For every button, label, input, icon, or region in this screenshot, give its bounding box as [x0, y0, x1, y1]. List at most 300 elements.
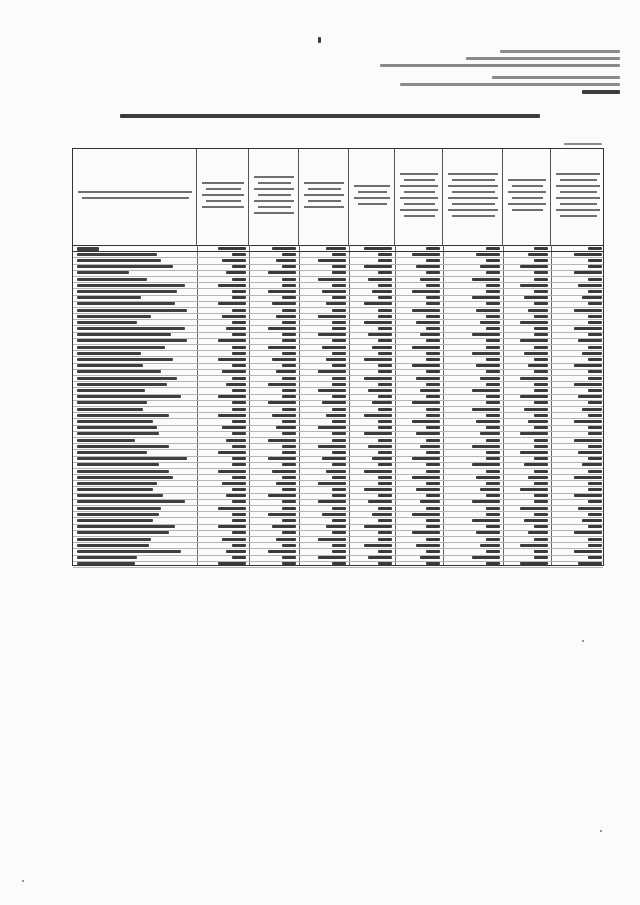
- municipality-name: [77, 426, 157, 429]
- units-label: [560, 140, 602, 148]
- numeric-value: [218, 302, 246, 305]
- numeric-value: [232, 445, 246, 448]
- numeric-value: [534, 445, 548, 448]
- header-text-line: [358, 191, 387, 193]
- numeric-value: [282, 389, 296, 392]
- municipality-name: [77, 278, 147, 281]
- numeric-value: [426, 247, 440, 250]
- header-text-line: [404, 179, 435, 181]
- numeric-value: [426, 463, 440, 466]
- header-text-line: [452, 179, 495, 181]
- municipality-name: [77, 389, 145, 392]
- numeric-value: [282, 265, 296, 268]
- numeric-value: [332, 550, 346, 553]
- numeric-value: [426, 370, 440, 373]
- header-text-line: [78, 191, 192, 193]
- header-text-line: [560, 215, 597, 217]
- numeric-value: [378, 507, 392, 510]
- numeric-value: [534, 550, 548, 553]
- numeric-value: [282, 364, 296, 367]
- numeric-value: [226, 494, 246, 497]
- numeric-value: [272, 358, 296, 361]
- numeric-value: [588, 414, 602, 417]
- numeric-value: [232, 377, 246, 380]
- numeric-value: [578, 507, 602, 510]
- numeric-value: [582, 408, 602, 411]
- numeric-value: [232, 296, 246, 299]
- numeric-value: [222, 370, 246, 373]
- numeric-value: [534, 333, 548, 336]
- header-text-line: [404, 215, 435, 217]
- numeric-value: [486, 346, 500, 349]
- numeric-value: [528, 309, 548, 312]
- municipality-name: [77, 401, 147, 404]
- numeric-value: [364, 414, 392, 417]
- numeric-value: [378, 309, 392, 312]
- numeric-value: [486, 259, 500, 262]
- header-cell: [349, 149, 395, 245]
- municipality-name: [77, 519, 153, 522]
- numeric-value: [588, 346, 602, 349]
- numeric-value: [480, 321, 500, 324]
- numeric-value: [318, 426, 346, 429]
- numeric-value: [412, 457, 440, 460]
- numeric-value: [282, 463, 296, 466]
- header-text-line: [452, 215, 495, 217]
- numeric-value: [372, 513, 392, 516]
- numeric-value: [582, 296, 602, 299]
- numeric-value: [520, 432, 548, 435]
- municipality-name: [77, 544, 149, 547]
- numeric-value: [218, 562, 246, 565]
- municipality-name: [77, 370, 161, 373]
- numeric-value: [486, 482, 500, 485]
- numeric-value: [588, 544, 602, 547]
- numeric-value: [272, 302, 296, 305]
- numeric-value: [318, 445, 346, 448]
- numeric-value: [588, 321, 602, 324]
- numeric-value: [322, 346, 346, 349]
- numeric-value: [368, 556, 392, 559]
- scan-speck: [582, 640, 584, 642]
- numeric-value: [372, 290, 392, 293]
- header-text-line: [202, 182, 244, 184]
- header-text-line: [304, 206, 344, 208]
- header-text-line: [512, 197, 543, 199]
- municipality-name: [77, 315, 151, 318]
- header-text-line: [82, 197, 189, 199]
- numeric-value: [232, 265, 246, 268]
- header-text-line: [308, 188, 341, 190]
- numeric-value: [326, 470, 346, 473]
- numeric-value: [332, 420, 346, 423]
- numeric-value: [588, 500, 602, 503]
- numeric-value: [524, 352, 548, 355]
- numeric-value: [378, 482, 392, 485]
- numeric-value: [282, 321, 296, 324]
- numeric-value: [364, 321, 392, 324]
- numeric-value: [368, 389, 392, 392]
- numeric-value: [476, 309, 500, 312]
- margin-mark: [136, 340, 140, 380]
- numeric-value: [332, 562, 346, 565]
- numeric-value: [232, 519, 246, 522]
- numeric-value: [472, 389, 500, 392]
- numeric-value: [534, 401, 548, 404]
- numeric-value: [232, 476, 246, 479]
- numeric-value: [520, 339, 548, 342]
- numeric-value: [268, 439, 296, 442]
- numeric-value: [282, 395, 296, 398]
- header-text-line: [254, 176, 294, 178]
- numeric-value: [268, 494, 296, 497]
- numeric-value: [372, 457, 392, 460]
- numeric-value: [378, 339, 392, 342]
- numeric-value: [574, 531, 602, 534]
- numeric-value: [476, 364, 500, 367]
- numeric-value: [426, 482, 440, 485]
- numeric-value: [272, 525, 296, 528]
- numeric-value: [332, 439, 346, 442]
- numeric-value: [486, 414, 500, 417]
- header-text-line: [512, 209, 543, 211]
- numeric-value: [416, 377, 440, 380]
- numeric-value: [486, 538, 500, 541]
- numeric-value: [276, 370, 296, 373]
- municipality-name: [77, 420, 153, 423]
- numeric-value: [534, 327, 548, 330]
- numeric-value: [574, 271, 602, 274]
- numeric-value: [486, 525, 500, 528]
- numeric-value: [486, 470, 500, 473]
- numeric-value: [364, 432, 392, 435]
- numeric-value: [574, 364, 602, 367]
- numeric-value: [232, 278, 246, 281]
- municipality-name: [77, 482, 157, 485]
- numeric-value: [378, 383, 392, 386]
- header-text-line: [304, 182, 344, 184]
- numeric-value: [332, 544, 346, 547]
- municipality-name: [77, 470, 169, 473]
- numeric-value: [322, 513, 346, 516]
- numeric-value: [364, 302, 392, 305]
- numeric-value: [486, 513, 500, 516]
- numeric-value: [368, 333, 392, 336]
- numeric-value: [332, 309, 346, 312]
- numeric-value: [486, 457, 500, 460]
- numeric-value: [318, 259, 346, 262]
- header-text-line: [308, 200, 341, 202]
- municipality-name: [77, 494, 163, 497]
- municipality-name: [77, 439, 135, 442]
- numeric-value: [588, 333, 602, 336]
- numeric-value: [282, 253, 296, 256]
- numeric-value: [480, 432, 500, 435]
- numeric-value: [588, 389, 602, 392]
- numeric-value: [578, 562, 602, 565]
- header-text-line: [452, 203, 495, 205]
- numeric-value: [276, 315, 296, 318]
- numeric-value: [282, 544, 296, 547]
- numeric-value: [574, 420, 602, 423]
- numeric-value: [476, 420, 500, 423]
- numeric-value: [486, 401, 500, 404]
- header-text-line: [354, 197, 390, 199]
- header-text-line: [202, 194, 244, 196]
- numeric-value: [574, 327, 602, 330]
- numeric-value: [282, 408, 296, 411]
- numeric-value: [232, 253, 246, 256]
- header-text-line: [400, 209, 438, 211]
- municipality-name: [77, 327, 185, 330]
- header-text-line: [556, 209, 600, 211]
- numeric-value: [578, 284, 602, 287]
- numeric-value: [222, 259, 246, 262]
- numeric-value: [588, 401, 602, 404]
- numeric-value: [426, 408, 440, 411]
- numeric-value: [332, 253, 346, 256]
- numeric-value: [332, 327, 346, 330]
- numeric-value: [472, 278, 500, 281]
- municipality-name: [77, 290, 177, 293]
- numeric-value: [524, 296, 548, 299]
- numeric-value: [534, 259, 548, 262]
- numeric-value: [282, 377, 296, 380]
- numeric-value: [232, 420, 246, 423]
- numeric-value: [378, 420, 392, 423]
- numeric-value: [282, 556, 296, 559]
- numeric-value: [222, 426, 246, 429]
- numeric-value: [416, 544, 440, 547]
- numeric-value: [218, 507, 246, 510]
- numeric-value: [426, 507, 440, 510]
- numeric-value: [332, 265, 346, 268]
- numeric-value: [520, 284, 548, 287]
- numeric-value: [368, 445, 392, 448]
- numeric-value: [232, 531, 246, 534]
- numeric-value: [282, 445, 296, 448]
- numeric-value: [232, 401, 246, 404]
- municipality-name: [77, 476, 173, 479]
- municipality-name: [77, 321, 137, 324]
- numeric-value: [588, 370, 602, 373]
- numeric-value: [588, 445, 602, 448]
- numeric-value: [412, 364, 440, 367]
- numeric-value: [412, 476, 440, 479]
- numeric-value: [332, 488, 346, 491]
- municipality-name: [77, 525, 175, 528]
- numeric-value: [364, 470, 392, 473]
- numeric-value: [364, 544, 392, 547]
- numeric-value: [486, 507, 500, 510]
- numeric-value: [412, 290, 440, 293]
- numeric-value: [588, 265, 602, 268]
- numeric-value: [378, 370, 392, 373]
- numeric-value: [282, 500, 296, 503]
- numeric-value: [326, 247, 346, 250]
- header-text-line: [254, 212, 294, 214]
- numeric-value: [378, 476, 392, 479]
- numeric-value: [412, 513, 440, 516]
- numeric-value: [426, 302, 440, 305]
- numeric-value: [232, 544, 246, 547]
- header-text-line: [258, 194, 291, 196]
- numeric-value: [272, 414, 296, 417]
- numeric-value: [534, 556, 548, 559]
- numeric-value: [232, 309, 246, 312]
- numeric-value: [332, 364, 346, 367]
- numeric-value: [574, 253, 602, 256]
- numeric-value: [326, 414, 346, 417]
- numeric-value: [588, 247, 602, 250]
- numeric-value: [472, 408, 500, 411]
- numeric-value: [222, 315, 246, 318]
- header-text-line: [560, 179, 597, 181]
- municipality-name: [77, 463, 159, 466]
- numeric-value: [378, 327, 392, 330]
- numeric-value: [372, 346, 392, 349]
- numeric-value: [588, 470, 602, 473]
- municipality-name: [77, 302, 175, 305]
- numeric-value: [218, 395, 246, 398]
- header-text-line: [354, 185, 390, 187]
- numeric-value: [318, 278, 346, 281]
- numeric-value: [486, 494, 500, 497]
- header-text-line: [404, 191, 435, 193]
- numeric-value: [524, 519, 548, 522]
- numeric-value: [486, 395, 500, 398]
- numeric-value: [268, 327, 296, 330]
- numeric-value: [486, 383, 500, 386]
- header-text-line: [304, 194, 344, 196]
- header-cell: [249, 149, 299, 245]
- numeric-value: [426, 358, 440, 361]
- numeric-value: [332, 494, 346, 497]
- numeric-value: [318, 556, 346, 559]
- numeric-value: [426, 470, 440, 473]
- numeric-value: [218, 358, 246, 361]
- numeric-value: [318, 538, 346, 541]
- header-cell: [395, 149, 443, 245]
- numeric-value: [420, 389, 440, 392]
- municipality-name: [77, 531, 169, 534]
- numeric-value: [232, 346, 246, 349]
- header-cell: [551, 149, 605, 245]
- numeric-value: [426, 284, 440, 287]
- numeric-value: [378, 519, 392, 522]
- municipality-name: [77, 296, 141, 299]
- header-cell: [503, 149, 551, 245]
- numeric-value: [480, 265, 500, 268]
- municipality-name: [77, 513, 159, 516]
- numeric-value: [232, 463, 246, 466]
- numeric-value: [232, 389, 246, 392]
- numeric-value: [588, 358, 602, 361]
- numeric-value: [412, 401, 440, 404]
- numeric-value: [332, 507, 346, 510]
- numeric-value: [486, 327, 500, 330]
- numeric-value: [524, 463, 548, 466]
- numeric-value: [416, 265, 440, 268]
- numeric-value: [322, 290, 346, 293]
- numeric-value: [282, 507, 296, 510]
- municipality-name: [77, 309, 187, 312]
- header-text-line: [508, 191, 546, 193]
- municipality-name: [77, 451, 147, 454]
- municipality-name: [77, 488, 153, 491]
- numeric-value: [332, 271, 346, 274]
- numeric-value: [520, 321, 548, 324]
- header-text-line: [508, 203, 546, 205]
- numeric-value: [588, 513, 602, 516]
- numeric-value: [282, 339, 296, 342]
- numeric-value: [378, 296, 392, 299]
- numeric-value: [332, 408, 346, 411]
- numeric-value: [486, 290, 500, 293]
- numeric-value: [588, 488, 602, 491]
- numeric-value: [378, 538, 392, 541]
- numeric-value: [486, 451, 500, 454]
- numeric-value: [426, 339, 440, 342]
- municipality-name: [77, 445, 169, 448]
- numeric-value: [578, 395, 602, 398]
- numeric-value: [534, 525, 548, 528]
- numeric-value: [218, 525, 246, 528]
- numeric-value: [486, 358, 500, 361]
- numeric-value: [420, 278, 440, 281]
- numeric-value: [282, 562, 296, 565]
- numeric-value: [326, 358, 346, 361]
- municipality-name: [77, 358, 173, 361]
- numeric-value: [426, 259, 440, 262]
- numeric-value: [218, 284, 246, 287]
- numeric-value: [472, 463, 500, 466]
- table-header-row: [73, 149, 603, 246]
- numeric-value: [480, 488, 500, 491]
- numeric-value: [332, 463, 346, 466]
- numeric-value: [472, 519, 500, 522]
- numeric-value: [364, 488, 392, 491]
- numeric-value: [534, 302, 548, 305]
- numeric-value: [372, 401, 392, 404]
- numeric-value: [232, 290, 246, 293]
- header-text-line: [254, 200, 294, 202]
- numeric-value: [486, 562, 500, 565]
- numeric-value: [332, 519, 346, 522]
- numeric-value: [332, 451, 346, 454]
- numeric-value: [332, 531, 346, 534]
- numeric-value: [276, 538, 296, 541]
- numeric-value: [412, 531, 440, 534]
- numeric-value: [520, 562, 548, 565]
- numeric-value: [534, 500, 548, 503]
- header-text-line: [258, 182, 291, 184]
- numeric-value: [476, 531, 500, 534]
- numeric-value: [534, 370, 548, 373]
- numeric-value: [528, 253, 548, 256]
- numeric-value: [416, 432, 440, 435]
- municipality-name: [77, 259, 161, 262]
- header-text-line: [560, 191, 597, 193]
- header-text-line: [400, 197, 438, 199]
- municipality-name: [77, 339, 187, 342]
- numeric-value: [378, 315, 392, 318]
- numeric-value: [282, 488, 296, 491]
- numeric-value: [378, 352, 392, 355]
- numeric-value: [588, 278, 602, 281]
- numeric-value: [426, 414, 440, 417]
- numeric-value: [588, 426, 602, 429]
